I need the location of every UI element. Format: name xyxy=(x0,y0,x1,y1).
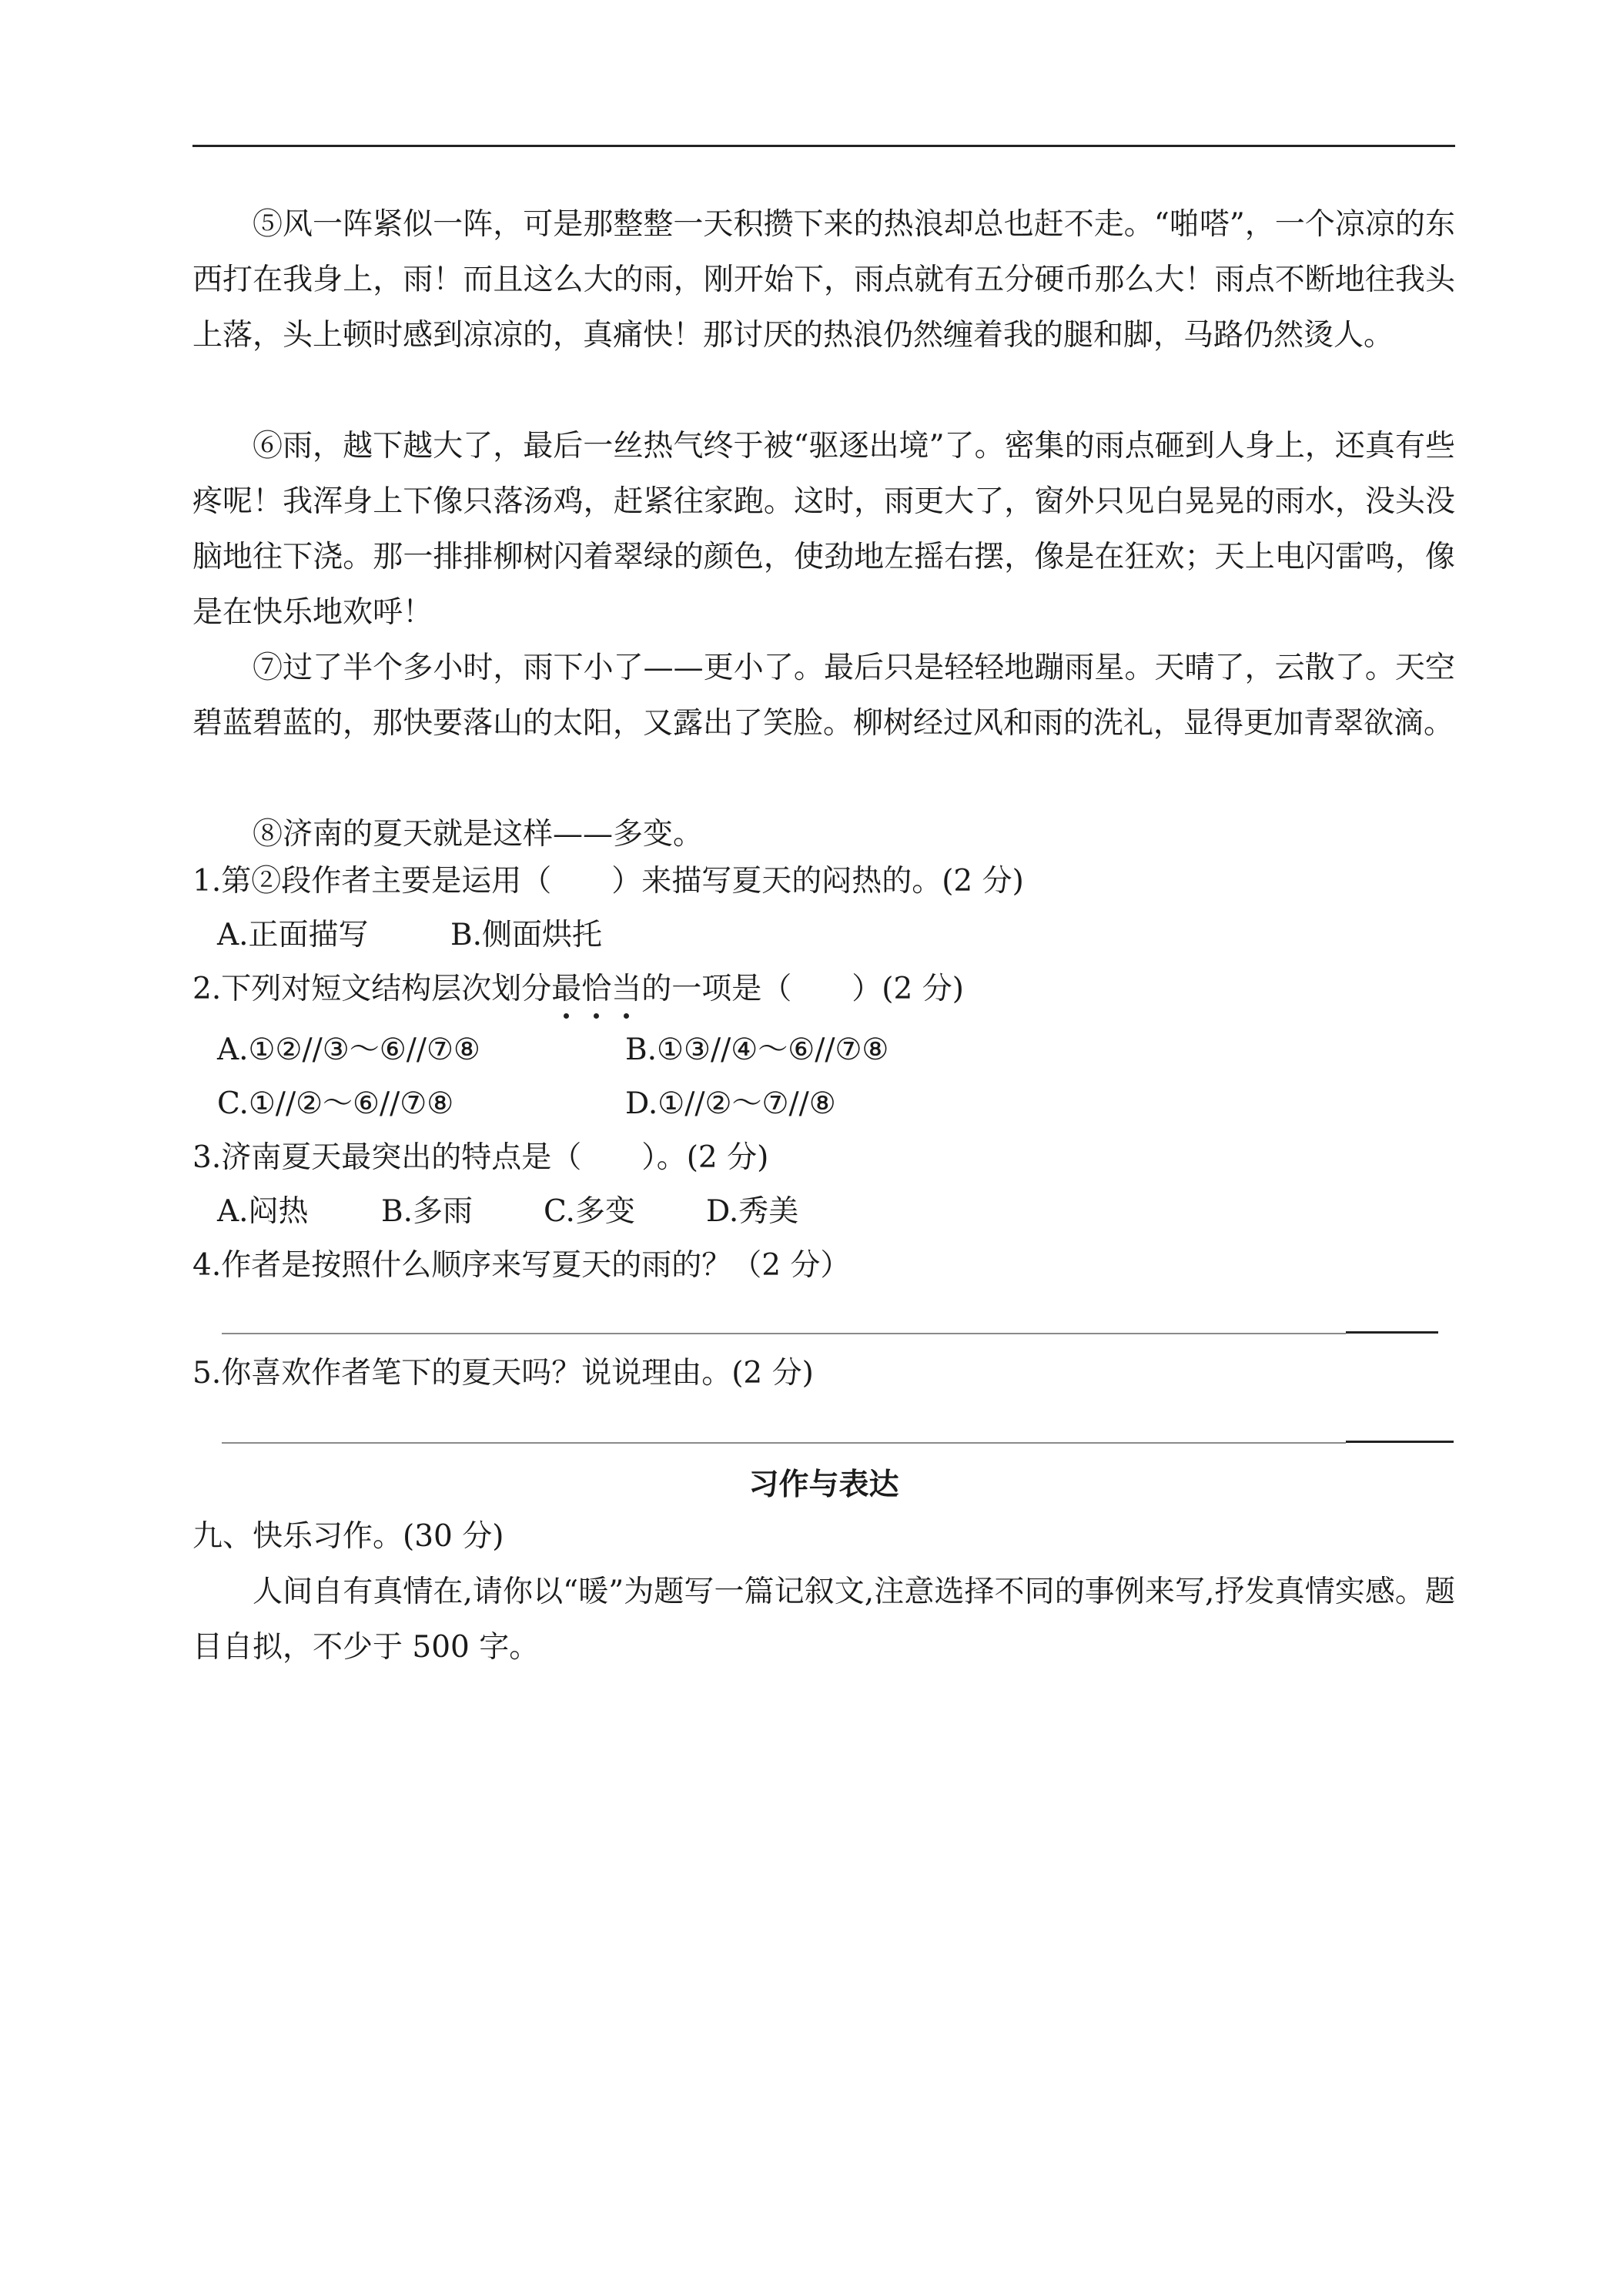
answer-line-q5-end xyxy=(1346,1441,1454,1443)
writing-heading: 九、快乐习作。(30 分) xyxy=(192,1519,504,1554)
answer-line-q5[interactable] xyxy=(222,1442,1346,1444)
question-5: 5.你喜欢作者笔下的夏天吗？说说理由。(2 分) xyxy=(192,1356,814,1391)
passage-paragraph-5: ⑤风一阵紧似一阵，可是那整整一天积攒下来的热浪却总也赶不走。“啪嗒”，一个凉凉的东西打在我身上，雨！而且这么大的雨，刚开始下，雨点就有五分硬币那么大！雨点不断地往我头上落，头上顿时感到凉凉的，真痛快！那讨厌的热浪仍然缠着我的腿和脚，马路仍然烫人。 xyxy=(192,207,1455,353)
emphasis-char-3: 当 xyxy=(611,966,641,1012)
question-3-option-b: B.多雨 xyxy=(381,1194,474,1229)
question-2-text-before: 2.下列对短文结构层次划分 xyxy=(192,972,552,1006)
passage-paragraph-8: ⑧济南的夏天就是这样——多变。 xyxy=(253,817,704,852)
passage-paragraph-6: ⑥雨，越下越大了，最后一丝热气终于被“驱逐出境”了。密集的雨点砸到人身上，还真有些疼呢！我浑身上下像只落汤鸡，赶紧往家跑。这时，雨更大了，窗外只见白晃晃的雨水，没头没脑地往下浇。那一排排柳树闪着翠绿的颜色，使劲地左摇右摆，像是在狂欢；天上电闪雷鸣，像是在快乐地欢呼！ xyxy=(192,429,1455,630)
answer-line-q4[interactable] xyxy=(222,1333,1346,1334)
question-2-option-c: C.①//②～⑥//⑦⑧ xyxy=(217,1086,454,1121)
question-3: 3.济南夏天最突出的特点是（ ）。(2 分) xyxy=(192,1140,769,1175)
question-4: 4.作者是按照什么顺序来写夏天的雨的？（2 分） xyxy=(192,1248,851,1283)
answer-line-q4-end xyxy=(1346,1331,1438,1334)
question-2-option-a: A.①②//③～⑥//⑦⑧ xyxy=(217,1033,480,1067)
question-1: 1.第②段作者主要是运用（ ）来描写夏天的闷热的。(2 分) xyxy=(192,864,1024,899)
passage-paragraph-7: ⑦过了半个多小时，雨下小了——更小了。最后只是轻轻地蹦雨星。天晴了，云散了。天空碧蓝碧蓝的，那快要落山的太阳，又露出了笑脸。柳树经过风和雨的洗礼，显得更加青翠欲滴。 xyxy=(192,651,1455,741)
question-2-option-d: D.①//②～⑦//⑧ xyxy=(625,1086,836,1121)
question-2-option-b: B.①③//④～⑥//⑦⑧ xyxy=(625,1033,889,1067)
section-title: 习作与表达 xyxy=(748,1468,899,1502)
question-3-option-c: C.多变 xyxy=(544,1194,635,1229)
question-2-text-after: 的一项是（ ）(2 分) xyxy=(641,972,964,1006)
question-1-option-b: B.侧面烘托 xyxy=(450,918,603,952)
question-3-option-a: A.闷热 xyxy=(217,1194,309,1229)
question-3-option-d: D.秀美 xyxy=(706,1194,799,1229)
emphasis-char-2: 恰 xyxy=(581,966,611,1012)
top-divider xyxy=(192,145,1455,147)
writing-prompt: 人间自有真情在,请你以“暖”为题写一篇记叙文,注意选择不同的事例来写,抒发真情实感。题目自拟，不少于 500 字。 xyxy=(192,1575,1455,1665)
emphasis-char-1: 最 xyxy=(551,966,581,1012)
question-1-option-a: A.正面描写 xyxy=(217,918,369,952)
question-2 xyxy=(192,966,964,1012)
